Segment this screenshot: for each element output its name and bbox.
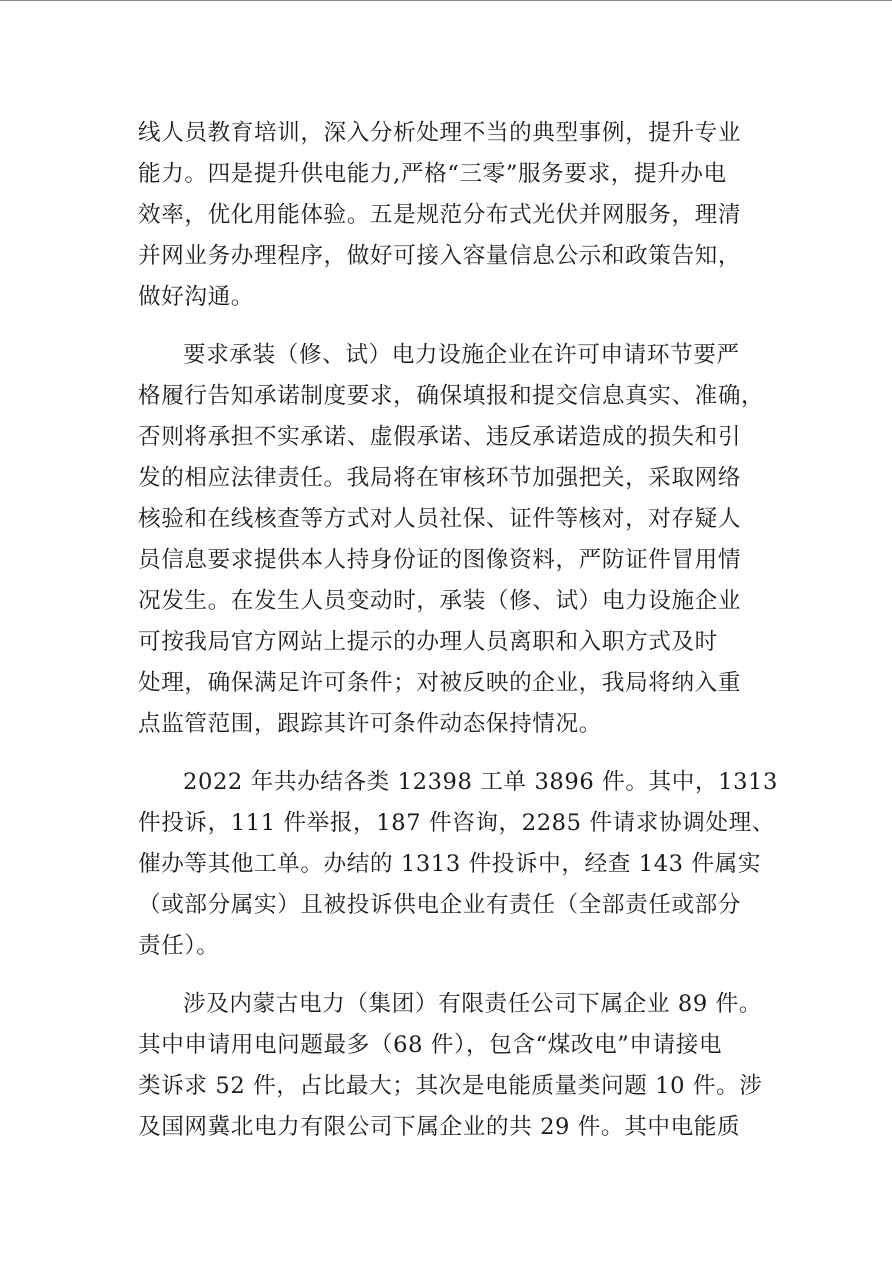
paragraph-spacer (138, 745, 760, 762)
text-line: 核验和在线核查等方式对人员社保、证件等核对，对存疑人 (138, 506, 742, 532)
text-line: （或部分属实）且被投诉供电企业有责任（全部责任或部分 (138, 892, 742, 918)
text-line: 2022 年共办结各类 12398 工单 3896 件。其中，1313 (183, 769, 778, 795)
text-line: 及国网冀北电力有限公司下属企业的共 29 件。其中电能质 (138, 1114, 741, 1140)
text-line: 做好沟通。 (138, 284, 254, 310)
text-line: 催办等其他工单。办结的 1313 件投诉中，经查 143 件属实 (138, 851, 762, 877)
document-body (138, 113, 778, 1148)
paragraph (138, 113, 760, 318)
text-line: 员信息要求提供本人持身份证的图像资料，严防证件冒用情 (138, 547, 742, 573)
text-line: 能力。四是提升供电能力,严格“三零”服务要求，提升办电 (138, 161, 727, 187)
text-line: 类诉求 52 件，占比最大；其次是电能质量类问题 10 件。涉 (138, 1073, 763, 1099)
text-line: 并网业务办理程序，做好可接入容量信息公示和政策告知， (138, 243, 742, 269)
paragraph (138, 335, 765, 745)
page-top-border (0, 0, 892, 1)
text-line: 涉及内蒙古电力（集团）有限责任公司下属企业 89 件。 (183, 991, 762, 1017)
text-line: 格履行告知承诺制度要求，确保填报和提交信息真实、准确， (138, 383, 765, 409)
paragraph (138, 984, 763, 1148)
text-line: 点监管范围，跟踪其许可条件动态保持情况。 (138, 711, 602, 737)
paragraph (138, 762, 778, 967)
text-line: 其中申请用电问题最多（68 件），包含“煤改电”申请接电 (138, 1032, 723, 1058)
text-line: 可按我局官方网站上提示的办理人员离职和入职方式及时 (138, 629, 718, 655)
paragraph-spacer (138, 967, 760, 984)
text-line: 发的相应法律责任。我局将在审核环节加强把关，采取网络 (138, 465, 742, 491)
text-line: 件投诉，111 件举报，187 件咨询，2285 件请求协调处理、 (138, 810, 775, 836)
text-line: 况发生。在发生人员变动时，承装（修、试）电力设施企业 (138, 588, 742, 614)
text-line: 线人员教育培训，深入分析处理不当的典型事例，提升专业 (138, 120, 742, 146)
paragraph-spacer (138, 318, 760, 335)
text-line: 要求承装（修、试）电力设施企业在许可申请环节要严 (183, 342, 740, 368)
text-line: 责任）。 (138, 933, 220, 959)
text-line: 效率，优化用能体验。五是规范分布式光伏并网服务，理清 (138, 202, 742, 228)
text-line: 否则将承担不实承诺、虚假承诺、违反承诺造成的损失和引 (138, 424, 742, 450)
text-line: 处理，确保满足许可条件；对被反映的企业，我局将纳入重 (138, 670, 742, 696)
